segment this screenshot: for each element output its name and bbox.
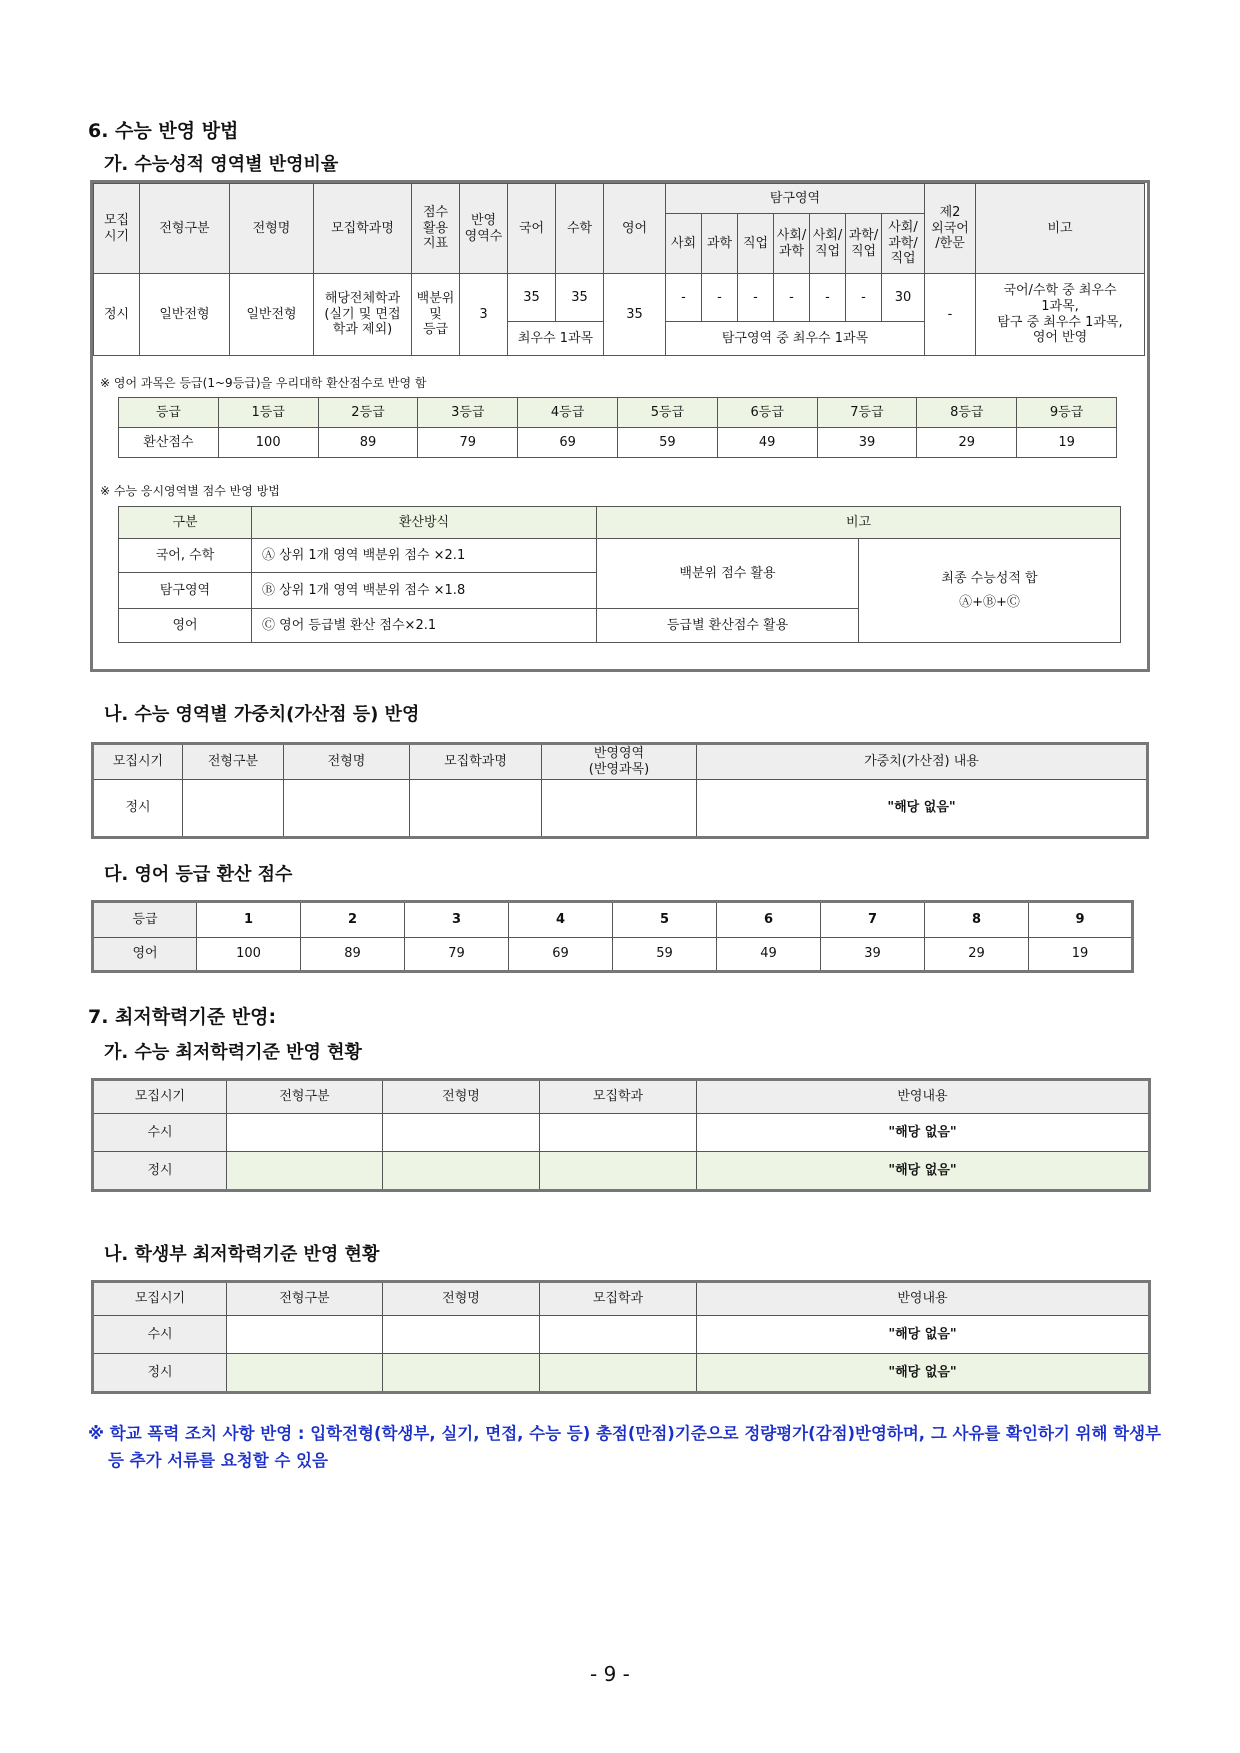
page-number: - 9 - xyxy=(590,1662,630,1686)
score-cell: 79 xyxy=(418,428,518,458)
cell-type: 일반전형 xyxy=(140,274,230,356)
conv-score: 29 xyxy=(925,938,1029,972)
record-dept xyxy=(540,1316,697,1354)
grade-head: 9등급 xyxy=(1017,398,1117,428)
csat-header-dept: 모집학과 xyxy=(540,1080,697,1114)
score-row-label: 환산점수 xyxy=(119,428,219,458)
csat-header-name: 전형명 xyxy=(383,1080,540,1114)
cell-period: 정시 xyxy=(94,274,140,356)
method-note-percentile: 백분위 점수 활용 xyxy=(597,539,859,609)
csat-content: "해당 없음" xyxy=(697,1114,1150,1152)
weight-period: 정시 xyxy=(93,780,183,838)
weight-table xyxy=(91,742,1149,839)
method-header-method: 환산방식 xyxy=(252,507,597,539)
header-inq-sub: 사회/ 과학/ 직업 xyxy=(882,214,925,274)
grade-head: 2등급 xyxy=(318,398,418,428)
header-inq-sub: 사회/ 과학 xyxy=(774,214,810,274)
record-header-content: 반영내용 xyxy=(697,1282,1150,1316)
csat-period: 정시 xyxy=(93,1152,227,1191)
csat-header-content: 반영내용 xyxy=(697,1080,1150,1114)
cell-inq: - xyxy=(810,274,846,322)
final-sum-formula: Ⓐ+Ⓑ+Ⓒ xyxy=(959,594,1020,610)
record-header-period: 모집시기 xyxy=(93,1282,227,1316)
conv-score: 69 xyxy=(509,938,613,972)
score-cell: 100 xyxy=(218,428,318,458)
header-inq-sub: 사회/ 직업 xyxy=(810,214,846,274)
subsection-ga-title: 가. 수능성적 영역별 반영비율 xyxy=(104,154,339,175)
weight-header-period: 모집시기 xyxy=(93,744,183,780)
record-content: "해당 없음" xyxy=(697,1316,1150,1354)
cell-inq: - xyxy=(774,274,810,322)
cell-foreign: - xyxy=(925,274,976,356)
method-div: 국어, 수학 xyxy=(119,539,252,573)
header-count: 반영 영역수 xyxy=(460,184,508,274)
header-name: 전형명 xyxy=(230,184,314,274)
grade-head: 7등급 xyxy=(817,398,917,428)
weight-header-name: 전형명 xyxy=(284,744,410,780)
method-formula: Ⓑ 상위 1개 영역 백분위 점수 ×1.8 xyxy=(252,573,597,609)
conv-score: 39 xyxy=(821,938,925,972)
record-content: "해당 없음" xyxy=(697,1354,1150,1393)
conv-grade: 8 xyxy=(925,902,1029,938)
cell-dept: 해당전체학과 (실기 및 면접 학과 제외) xyxy=(314,274,412,356)
method-header-div: 구분 xyxy=(119,507,252,539)
cell-inq: - xyxy=(702,274,738,322)
grade-head: 6등급 xyxy=(717,398,817,428)
grade-head: 4등급 xyxy=(518,398,618,428)
english-conversion-table xyxy=(91,900,1134,973)
header-korean: 국어 xyxy=(508,184,556,274)
record-type xyxy=(227,1354,383,1393)
weight-name xyxy=(284,780,410,838)
record-name xyxy=(383,1316,540,1354)
header-inq-sub: 과학/ 직업 xyxy=(846,214,882,274)
conv-row-label: 영어 xyxy=(93,938,197,972)
method-div: 영어 xyxy=(119,609,252,643)
weight-header-dept: 모집학과명 xyxy=(410,744,542,780)
record-header-name: 전형명 xyxy=(383,1282,540,1316)
conv-grade: 9 xyxy=(1029,902,1133,938)
conv-grade: 2 xyxy=(301,902,405,938)
method-formula: Ⓒ 영어 등급별 환산 점수×2.1 xyxy=(252,609,597,643)
method-formula: Ⓐ 상위 1개 영역 백분위 점수 ×2.1 xyxy=(252,539,597,573)
header-inq-sub: 사회 xyxy=(666,214,702,274)
cell-inq: - xyxy=(846,274,882,322)
header-dept: 모집학과명 xyxy=(314,184,412,274)
conv-score: 89 xyxy=(301,938,405,972)
school-violence-warning: ※ 학교 폭력 조치 사항 반영 : 입학전형(학생부, 실기, 면접, 수능 등) 총점(만점)기준으로 정량평가(감점)반영하며, 그 사유를 확인하기 위해 학생부 등 추가 서류를 요청할 수 있음 xyxy=(88,1424,1162,1470)
english-note: ※ 영어 과목은 등급(1~9등급)을 우리대학 환산점수로 반영 함 xyxy=(100,376,427,390)
english-score-table xyxy=(118,397,1117,458)
final-sum-label: 최종 수능성적 합 xyxy=(941,570,1038,586)
score-cell: 49 xyxy=(717,428,817,458)
weight-area xyxy=(542,780,697,838)
conv-score: 19 xyxy=(1029,938,1133,972)
header-inq-sub: 직업 xyxy=(738,214,774,274)
cell-inq: 30 xyxy=(882,274,925,322)
grade-head-label: 등급 xyxy=(119,398,219,428)
csat-dept xyxy=(540,1152,697,1191)
method-note-grade: 등급별 환산점수 활용 xyxy=(597,609,859,643)
conv-score: 79 xyxy=(405,938,509,972)
conv-grade: 7 xyxy=(821,902,925,938)
conv-head-label: 등급 xyxy=(93,902,197,938)
record-minimum-table xyxy=(91,1280,1151,1394)
csat-name xyxy=(383,1114,540,1152)
csat-type xyxy=(227,1114,383,1152)
header-foreign: 제2 외국어 /한문 xyxy=(925,184,976,274)
csat-minimum-table xyxy=(91,1078,1151,1192)
method-note-final xyxy=(859,539,1121,643)
csat-content: "해당 없음" xyxy=(697,1152,1150,1191)
header-note: 비고 xyxy=(976,184,1145,274)
section-7-title: 7. 최저학력기준 반영: xyxy=(88,1006,277,1028)
record-dept xyxy=(540,1354,697,1393)
csat-name xyxy=(383,1152,540,1191)
weight-header-content: 가중치(가산점) 내용 xyxy=(697,744,1148,780)
cell-math: 35 xyxy=(556,274,604,322)
subsection-na-title: 나. 수능 영역별 가중치(가산점 등) 반영 xyxy=(104,704,420,725)
score-cell: 19 xyxy=(1017,428,1117,458)
method-header-note: 비고 xyxy=(597,507,1121,539)
record-header-type: 전형구분 xyxy=(227,1282,383,1316)
cell-inq-note: 탐구영역 중 최우수 1과목 xyxy=(666,322,925,356)
ratio-table xyxy=(93,183,1145,356)
header-type: 전형구분 xyxy=(140,184,230,274)
header-period: 모집 시기 xyxy=(94,184,140,274)
method-table xyxy=(118,506,1121,643)
csat-header-type: 전형구분 xyxy=(227,1080,383,1114)
grade-head: 5등급 xyxy=(617,398,717,428)
conv-grade: 4 xyxy=(509,902,613,938)
weight-content: "해당 없음" xyxy=(697,780,1148,838)
header-english: 영어 xyxy=(604,184,666,274)
score-cell: 29 xyxy=(917,428,1017,458)
score-cell: 39 xyxy=(817,428,917,458)
score-cell: 69 xyxy=(518,428,618,458)
conv-grade: 5 xyxy=(613,902,717,938)
conv-grade: 1 xyxy=(197,902,301,938)
record-period: 정시 xyxy=(93,1354,227,1393)
conv-grade: 6 xyxy=(717,902,821,938)
subsection-7-na-title: 나. 학생부 최저학력기준 반영 현황 xyxy=(104,1244,380,1265)
csat-type xyxy=(227,1152,383,1191)
weight-header-type: 전형구분 xyxy=(183,744,284,780)
grade-head: 3등급 xyxy=(418,398,518,428)
grade-head: 1등급 xyxy=(218,398,318,428)
conv-score: 59 xyxy=(613,938,717,972)
cell-inq: - xyxy=(738,274,774,322)
cell-count: 3 xyxy=(460,274,508,356)
subsection-7-ga-title: 가. 수능 최저학력기준 반영 현황 xyxy=(104,1042,362,1063)
cell-name: 일반전형 xyxy=(230,274,314,356)
section-6-title: 6. 수능 반영 방법 xyxy=(88,120,239,142)
cell-inq: - xyxy=(666,274,702,322)
csat-period: 수시 xyxy=(93,1114,227,1152)
record-type xyxy=(227,1316,383,1354)
score-cell: 89 xyxy=(318,428,418,458)
cell-note: 국어/수학 중 최우수 1과목, 탐구 중 최우수 1과목, 영어 반영 xyxy=(976,274,1145,356)
cell-korean: 35 xyxy=(508,274,556,322)
header-math: 수학 xyxy=(556,184,604,274)
record-header-dept: 모집학과 xyxy=(540,1282,697,1316)
method-div: 탐구영역 xyxy=(119,573,252,609)
header-index: 점수 활용 지표 xyxy=(412,184,460,274)
subsection-da-title: 다. 영어 등급 환산 점수 xyxy=(104,864,293,885)
csat-header-period: 모집시기 xyxy=(93,1080,227,1114)
score-cell: 59 xyxy=(617,428,717,458)
weight-dept xyxy=(410,780,542,838)
conv-grade: 3 xyxy=(405,902,509,938)
header-inq-sub: 과학 xyxy=(702,214,738,274)
conv-score: 100 xyxy=(197,938,301,972)
record-name xyxy=(383,1354,540,1393)
record-period: 수시 xyxy=(93,1316,227,1354)
method-note: ※ 수능 응시영역별 점수 반영 방법 xyxy=(100,484,280,498)
grade-head: 8등급 xyxy=(917,398,1017,428)
csat-dept xyxy=(540,1114,697,1152)
header-inquiry: 탐구영역 xyxy=(666,184,925,214)
cell-english: 35 xyxy=(604,274,666,356)
weight-header-area: 반영영역 (반영과목) xyxy=(542,744,697,780)
conv-score: 49 xyxy=(717,938,821,972)
cell-kor-math-note: 최우수 1과목 xyxy=(508,322,604,356)
cell-index: 백분위 및 등급 xyxy=(412,274,460,356)
weight-type xyxy=(183,780,284,838)
